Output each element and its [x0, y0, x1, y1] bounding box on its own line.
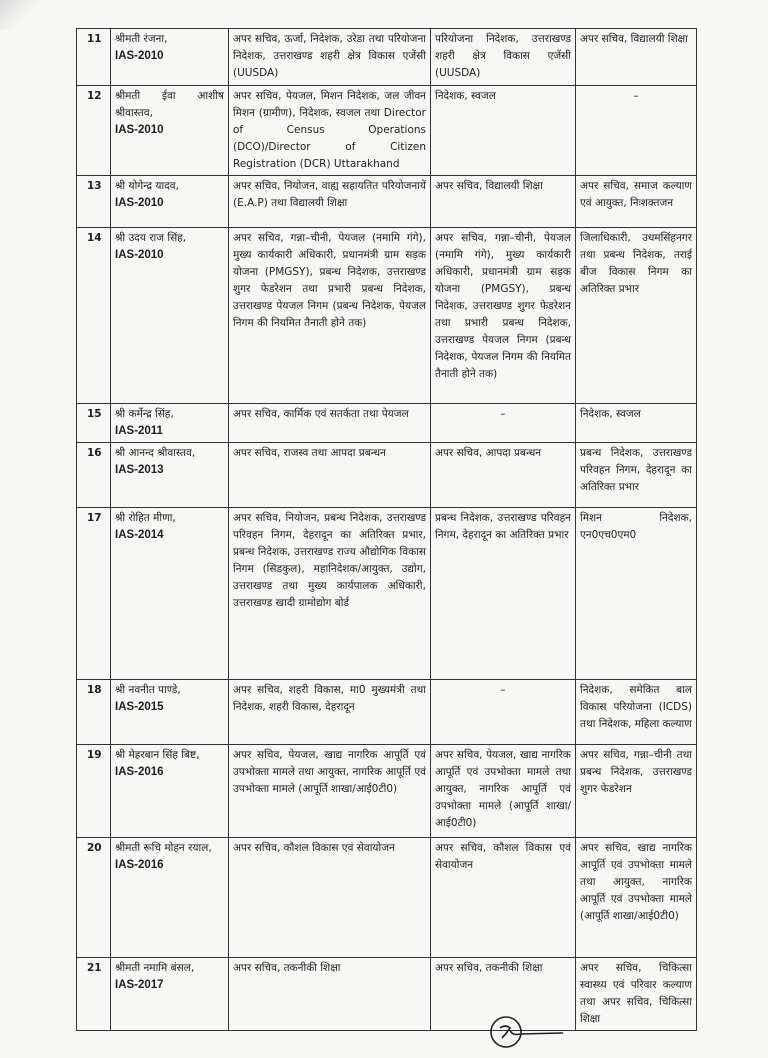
- new-posting: अपर सचिव, विद्यालयी शिक्षा: [576, 29, 697, 86]
- new-posting: मिशन निदेशक, एन0एच0एम0: [576, 508, 697, 680]
- new-posting: अपर सचिव, समाज कल्याण एवं आयुक्त, निःशक्तजन: [576, 176, 697, 228]
- serial-number: 14: [77, 228, 111, 404]
- officer-name: श्री नवनीत पाण्डे,: [115, 684, 181, 696]
- officer-name: श्रीमती ईवा आशीष श्रीवास्तव,: [115, 90, 224, 119]
- serial-number: 20: [77, 838, 111, 958]
- table-row: [77, 680, 697, 745]
- relieved-posting: परियोजना निदेशक, उत्तराखण्ड शहरी क्षेत्र विकास एजेंसी (UUSDA): [431, 29, 576, 86]
- table-row: [77, 29, 697, 86]
- officer-name: श्री रोहित मीणा,: [115, 512, 176, 524]
- officer-batch: IAS-2017: [115, 979, 164, 991]
- serial-number: 17: [77, 508, 111, 680]
- serial-number: 12: [77, 86, 111, 176]
- officer-batch: IAS-2010: [115, 249, 164, 261]
- officer-batch: IAS-2014: [115, 529, 164, 541]
- officer-cell: [111, 228, 229, 404]
- table-row: [77, 745, 697, 838]
- officer-cell: [111, 680, 229, 745]
- officer-cell: [111, 745, 229, 838]
- officer-name: श्रीमती नमामि बंसल,: [115, 962, 195, 974]
- officer-name: श्री योगेन्द्र यादव,: [115, 180, 179, 192]
- officer-cell: [111, 29, 229, 86]
- officer-cell: [111, 958, 229, 1031]
- table-row: [77, 508, 697, 680]
- new-posting: अपर सचिव, चिकित्सा स्वास्थ्य एवं परिवार कल्याण तथा अपर सचिव, चिकित्सा शिक्षा: [576, 958, 697, 1031]
- officer-batch: IAS-2015: [115, 701, 164, 713]
- relieved-posting: अपर सचिव, पेयजल, खाद्य नागरिक आपूर्ति एवं उपभोक्ता मामले तथा आयुक्त, नागरिक आपूर्ति एवं उपभोक्ता मामले (आपूर्ति शाखा/आई0टी0): [431, 745, 576, 838]
- officer-batch: IAS-2016: [115, 859, 164, 871]
- officer-batch: IAS-2010: [115, 50, 164, 62]
- table-row: [77, 443, 697, 508]
- officer-cell: [111, 508, 229, 680]
- table-row: [77, 86, 697, 176]
- new-posting: अपर सचिव, गन्ना–चीनी तथा प्रबन्ध निदेशक, उत्तराखण्ड शुगर फेडरेशन: [576, 745, 697, 838]
- new-posting: निदेशक, स्वजल: [576, 404, 697, 443]
- new-posting: अपर सचिव, खाद्य नागरिक आपूर्ति एवं उपभोक्ता मामले तथा आयुक्त, नागरिक आपूर्ति एवं उपभोक्ता मामले (आपूर्ति शाखा/आई0टी0): [576, 838, 697, 958]
- current-posting: अपर सचिव, पेयजल, मिशन निदेशक, जल जीवन मिशन (ग्रामीण), निदेशक, स्वजल तथा Director of Census Operations (DCO)/Director of Citizen Registration (DCR) Uttarakhand: [229, 86, 431, 176]
- officer-name: श्रीमती रूचि मोहन रयाल,: [115, 842, 212, 854]
- relieved-posting: –: [431, 680, 576, 745]
- officer-batch: IAS-2011: [115, 425, 163, 437]
- officer-batch: IAS-2010: [115, 124, 164, 136]
- officer-transfer-table: [76, 28, 697, 1031]
- table-row: [77, 958, 697, 1031]
- relieved-posting: प्रबन्ध निदेशक, उत्तराखण्ड परिवहन निगम, देहरादून का अतिरिक्त प्रभार: [431, 508, 576, 680]
- current-posting: अपर सचिव, ऊर्जा, निदेशक, उरेडा तथा परियोजना निदेशक, उत्तराखण्ड शहरी क्षेत्र विकास एजेंसी (UUSDA): [229, 29, 431, 86]
- new-posting: जिलाधिकारी, उधमसिंहनगर तथा प्रबन्ध निदेशक, तराई बीज विकास निगम का अतिरिक्त प्रभार: [576, 228, 697, 404]
- relieved-posting: निदेशक, स्वजल: [431, 86, 576, 176]
- current-posting: अपर सचिव, शहरी विकास, मा0 मुख्यमंत्री तथा निदेशक, शहरी विकास, देहरादून: [229, 680, 431, 745]
- signature: [488, 1014, 568, 1050]
- officer-batch: IAS-2010: [115, 197, 164, 209]
- relieved-posting: –: [431, 404, 576, 443]
- table-row: [77, 838, 697, 958]
- serial-number: 13: [77, 176, 111, 228]
- serial-number: 11: [77, 29, 111, 86]
- relieved-posting: अपर सचिव, विद्यालयी शिक्षा: [431, 176, 576, 228]
- officer-batch: IAS-2016: [115, 766, 164, 778]
- officer-cell: [111, 404, 229, 443]
- current-posting: अपर सचिव, नियोजन, वाह्य सहायतित परियोजनायें (E.A.P) तथा विद्यालयी शिक्षा: [229, 176, 431, 228]
- serial-number: 21: [77, 958, 111, 1031]
- officer-name: श्री कर्मेन्द्र सिंह,: [115, 408, 174, 420]
- current-posting: अपर सचिव, राजस्व तथा आपदा प्रबन्धन: [229, 443, 431, 508]
- new-posting: –: [576, 86, 697, 176]
- new-posting: निदेशक, समेकित बाल विकास परियोजना (ICDS) तथा निदेशक, महिला कल्याण: [576, 680, 697, 745]
- current-posting: अपर सचिव, कार्मिक एवं सतर्कता तथा पेयजल: [229, 404, 431, 443]
- relieved-posting: अपर सचिव, कौशल विकास एवं सेवायोजन: [431, 838, 576, 958]
- officer-name: श्री आनन्द श्रीवास्तव,: [115, 447, 196, 459]
- current-posting: अपर सचिव, तकनीकी शिक्षा: [229, 958, 431, 1031]
- table-row: [77, 228, 697, 404]
- current-posting: अपर सचिव, नियोजन, प्रबन्ध निदेशक, उत्तराखण्ड परिवहन निगम, देहरादून का अतिरिक्त प्रभार, प्रबन्ध निदेशक, उत्तराखण्ड राज्य औद्योगिक विकास निगम (सिडकुल), महानिदेशक/आयुक्त, उद्योग, उत्तराखण्ड तथा मुख्य कार्यपालक अधिकारी, उत्तराखण्ड खादी ग्रामोद्योग बोर्ड: [229, 508, 431, 680]
- page-fold: [0, 0, 40, 30]
- officer-cell: [111, 838, 229, 958]
- officer-name: श्रीमती रंजना,: [115, 33, 168, 45]
- officer-batch: IAS-2013: [115, 464, 164, 476]
- officer-name: श्री मेहरबान सिंह बिष्ट,: [115, 749, 200, 761]
- officer-cell: [111, 86, 229, 176]
- officer-cell: [111, 443, 229, 508]
- serial-number: 15: [77, 404, 111, 443]
- officer-name: श्री उदय राज सिंह,: [115, 232, 187, 244]
- serial-number: 18: [77, 680, 111, 745]
- current-posting: अपर सचिव, पेयजल, खाद्य नागरिक आपूर्ति एवं उपभोक्ता मामले तथा आयुक्त, नागरिक आपूर्ति एवं उपभोक्ता मामले (आपूर्ति शाखा/आई0टी0): [229, 745, 431, 838]
- table-row: [77, 176, 697, 228]
- relieved-posting: अपर सचिव, गन्ना–चीनी, पेयजल (नमामि गंगे), मुख्य कार्यकारी अधिकारी, प्रधानमंत्री ग्राम सड़क योजना (PMGSY), प्रबन्ध निदेशक, उत्तराखण्ड शुगर फेडरेशन तथा प्रभारी प्रबन्ध निदेशक, उत्तराखण्ड पेयजल निगम (प्रबन्ध निदेशक, पेयजल निगम की नियमित तैनाती होने तक): [431, 228, 576, 404]
- officer-cell: [111, 176, 229, 228]
- serial-number: 16: [77, 443, 111, 508]
- current-posting: अपर सचिव, गन्ना–चीनी, पेयजल (नमामि गंगे), मुख्य कार्यकारी अधिकारी, प्रधानमंत्री ग्राम सड़क योजना (PMGSY), प्रबन्ध निदेशक, उत्तराखण्ड शुगर फेडरेशन तथा प्रभारी प्रबन्ध निदेशक, उत्तराखण्ड पेयजल निगम (प्रबन्ध निदेशक, पेयजल निगम की नियमित तैनाती होने तक): [229, 228, 431, 404]
- relieved-posting: अपर सचिव, तकनीकी शिक्षा: [431, 958, 576, 1031]
- relieved-posting: अपर सचिव, आपदा प्रबन्धन: [431, 443, 576, 508]
- serial-number: 19: [77, 745, 111, 838]
- current-posting: अपर सचिव, कौशल विकास एवं सेवायोजन: [229, 838, 431, 958]
- new-posting: प्रबन्ध निदेशक, उत्तराखण्ड परिवहन निगम, देहरादून का अतिरिक्त प्रभार: [576, 443, 697, 508]
- table-row: [77, 404, 697, 443]
